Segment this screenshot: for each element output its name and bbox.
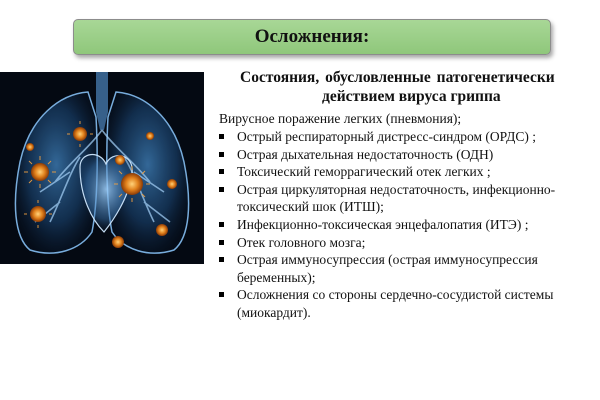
list-item [219,286,599,321]
lungs-virus-illustration [0,72,204,264]
list-item [219,216,599,234]
list-item [219,181,599,216]
slide-title: Осложнения: [254,26,370,47]
list-item-text: Осложнения со стороны сердечно-сосудистой системы [237,287,554,303]
list-item-text: Острая иммуносупрессия (острая иммуносупрессия [237,252,538,268]
bullet-icon [219,169,224,174]
list-item-text: Острая циркуляторная недостаточность, инфекционно- [237,181,556,197]
list-item-text-continued: беременных); [237,269,316,285]
list-item-text-continued: токсический шок (ИТШ); [237,199,384,215]
list-item-text: Острая дыхательная недостаточность (ОДН) [237,146,494,162]
bullet-icon [219,240,224,245]
subheading [214,68,600,106]
list-item-text: Острый респираторный дистресс-синдром (ОРДС) ; [237,129,537,144]
list-item-text: Инфекционно-токсическая энцефалопатия (ИТЭ) ; [237,216,529,232]
list-item [219,234,599,252]
complications-list [219,128,599,322]
bullet-icon [219,257,224,262]
list-item [219,128,599,146]
intro-text: Вирусное поражение легких (пневмония); [219,111,462,126]
list-item [219,251,599,286]
bullet-icon [219,187,224,192]
list-item [219,146,599,164]
bullet-icon [219,152,224,157]
list-item-text: Токсический геморрагический отек легких ; [237,164,491,180]
list-item [219,163,599,181]
subheading-line-1: Состояния, обусловленные патогенетически [240,69,555,86]
lungs-virus-icon [0,72,204,264]
list-item-text-continued: (миокардит). [237,304,311,320]
title-banner [73,19,551,55]
bullet-icon [219,134,224,139]
subheading-line-2: действием вируса гриппа [322,88,501,105]
bullet-icon [219,222,224,227]
list-item-text: Отек головного мозга; [237,234,366,250]
bullet-icon [219,292,224,297]
